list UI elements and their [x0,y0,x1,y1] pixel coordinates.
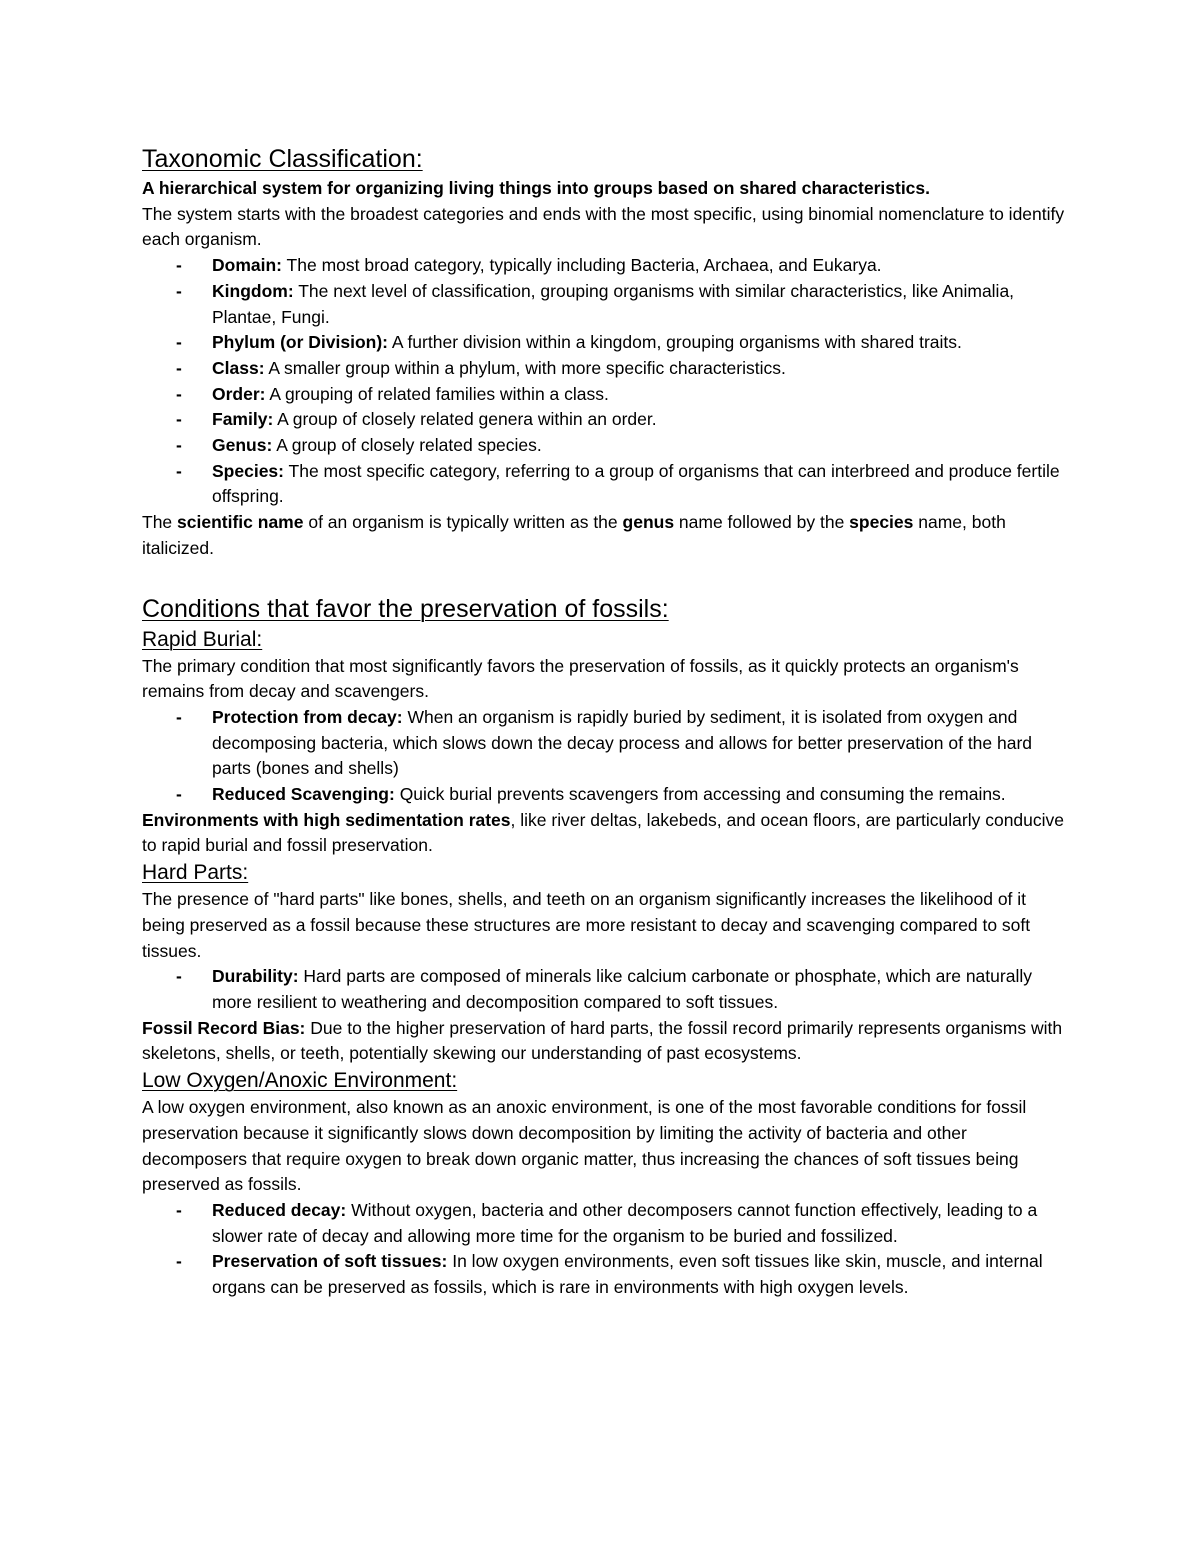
list-item-term: Reduced decay: [212,1199,347,1220]
list-item-text: A group of closely related species. [272,435,542,456]
list-item-text: In low oxygen environments, even soft tissues like skin, muscle, and internal organs can be preserved as fossils, which is rare in environments with high oxygen levels. [212,1251,1043,1298]
list-item-text: The next level of classification, grouping organisms with similar characteristics, like Animalia, Plantae, Fungi. [212,280,1015,327]
list-item-term: Class: [212,357,265,378]
list-item-term: Protection from decay: [212,706,403,727]
list-item-term: Phylum (or Division): [212,332,388,353]
taxonomy-intro: The system starts with the broadest categories and ends with the most specific, using binomial nomenclature to identify each organism. [142,203,1065,250]
list-item-term: Kingdom: [212,280,294,301]
fossils-section [142,592,1070,1301]
list-item-term: Preservation of soft tissues: [212,1251,448,1272]
taxonomy-heading: Taxonomic Classification: [142,145,423,173]
list-item-text: A further division within a kingdom, grouping organisms with shared traits. [387,332,962,353]
list-item-term: Order: [212,383,266,404]
taxonomy-closing [142,510,1070,561]
list-item-text: Hard parts are composed of minerals like calcium carbonate or phosphate, which are naturally more resilient to weathering and decomposition compared to soft tissues. [212,966,1032,1012]
taxonomy-list [142,253,1070,510]
closing-bold-species: species [849,512,914,533]
low-oxygen-intro: A low oxygen environment, also known as an anoxic environment, is one of the most favorable conditions for fossil preservation because it significantly slows down decomposition by limiting the activity of bacteria and other decomposers that require oxygen to break down organic matter, thus increasing the chances of soft tissues being preserved as fossils. [142,1097,1027,1195]
list-item-term: Reduced Scavenging: [212,784,395,805]
list-item-text: When an organism is rapidly buried by sediment, it is isolated from oxygen and decomposing bacteria, which slows down the decay process and allows for better preservation of the hard parts (bones and shells) [212,706,1033,779]
hard-parts-list [142,964,1070,1015]
list-item-term: Species: [212,460,284,481]
rapid-burial-heading: Rapid Burial: [142,627,263,651]
rapid-burial-intro: The primary condition that most significantly favors the preservation of fossils, as it quickly protects an organism's remains from decay and scavengers. [142,655,1019,702]
closing-text: The [142,512,178,533]
closing-text: Due to the higher preservation of hard parts, the fossil record primarily represents organisms with skeletons, shells, or teeth, potentially skewing our understanding of past ecosystems. [142,1017,1063,1064]
list-item-text: A group of closely related genera within an order. [273,409,657,430]
list-item [212,782,1070,808]
rapid-burial-closing [142,808,1070,859]
list-item-term: Genus: [212,435,273,456]
closing-bold-genus: genus [622,512,675,533]
closing-text: name followed by the [674,512,850,533]
list-item-term: Durability: [212,966,299,987]
closing-text: , like river deltas, lakebeds, and ocean floors, are particularly conducive to rapid burial and fossil preservation. [142,809,1065,856]
list-item-class [212,356,1070,382]
taxonomy-lead: A hierarchical system for organizing living things into groups based on shared characteristics. [142,178,931,198]
closing-text: of an organism is typically written as the [303,512,623,533]
list-item-genus [212,433,1070,459]
low-oxygen-heading: Low Oxygen/Anoxic Environment: [142,1069,458,1093]
list-item-text: Without oxygen, bacteria and other decomposers cannot function effectively, leading to a slower rate of decay and allowing more time for the organism to be buried and fossilized. [212,1199,1038,1246]
list-item [212,705,1070,782]
list-item-text: The most specific category, referring to a group of organisms that can interbreed and produce fertile offspring. [212,460,1060,507]
closing-bold: Fossil Record Bias: [142,1017,306,1038]
rapid-burial-list [142,705,1070,808]
list-item [212,1249,1070,1300]
hard-parts-heading: Hard Parts: [142,861,249,885]
list-item-species [212,459,1070,510]
low-oxygen-list [142,1198,1070,1301]
list-item-term: Family: [212,409,274,430]
list-item-domain [212,253,1070,279]
list-item-kingdom [212,279,1070,330]
taxonomy-section [142,142,1070,562]
closing-bold-scientific-name: scientific name [177,512,304,533]
list-item-text: The most broad category, typically including Bacteria, Archaea, and Eukarya. [282,255,882,276]
list-item [212,1198,1070,1249]
hard-parts-intro: The presence of "hard parts" like bones, shells, and teeth on an organism significantly increases the likelihood of it being preserved as a fossil because these structures are more resistant to decay and scavenging compared to soft tissues. [142,889,1031,961]
list-item [212,964,1070,1015]
closing-bold: Environments with high sedimentation rates [142,809,511,830]
list-item-order [212,382,1070,408]
list-item-text: A smaller group within a phylum, with more specific characteristics. [264,357,786,378]
closing-text: name, both italicized. [142,512,1006,558]
hard-parts-closing [142,1016,1070,1067]
list-item-term: Domain: [212,255,282,276]
list-item-text: A grouping of related families within a class. [265,383,609,404]
fossils-heading: Conditions that favor the preservation of fossils: [142,594,669,623]
list-item-phylum [212,330,1070,356]
list-item-family [212,407,1070,433]
list-item-text: Quick burial prevents scavengers from accessing and consuming the remains. [394,784,1006,805]
